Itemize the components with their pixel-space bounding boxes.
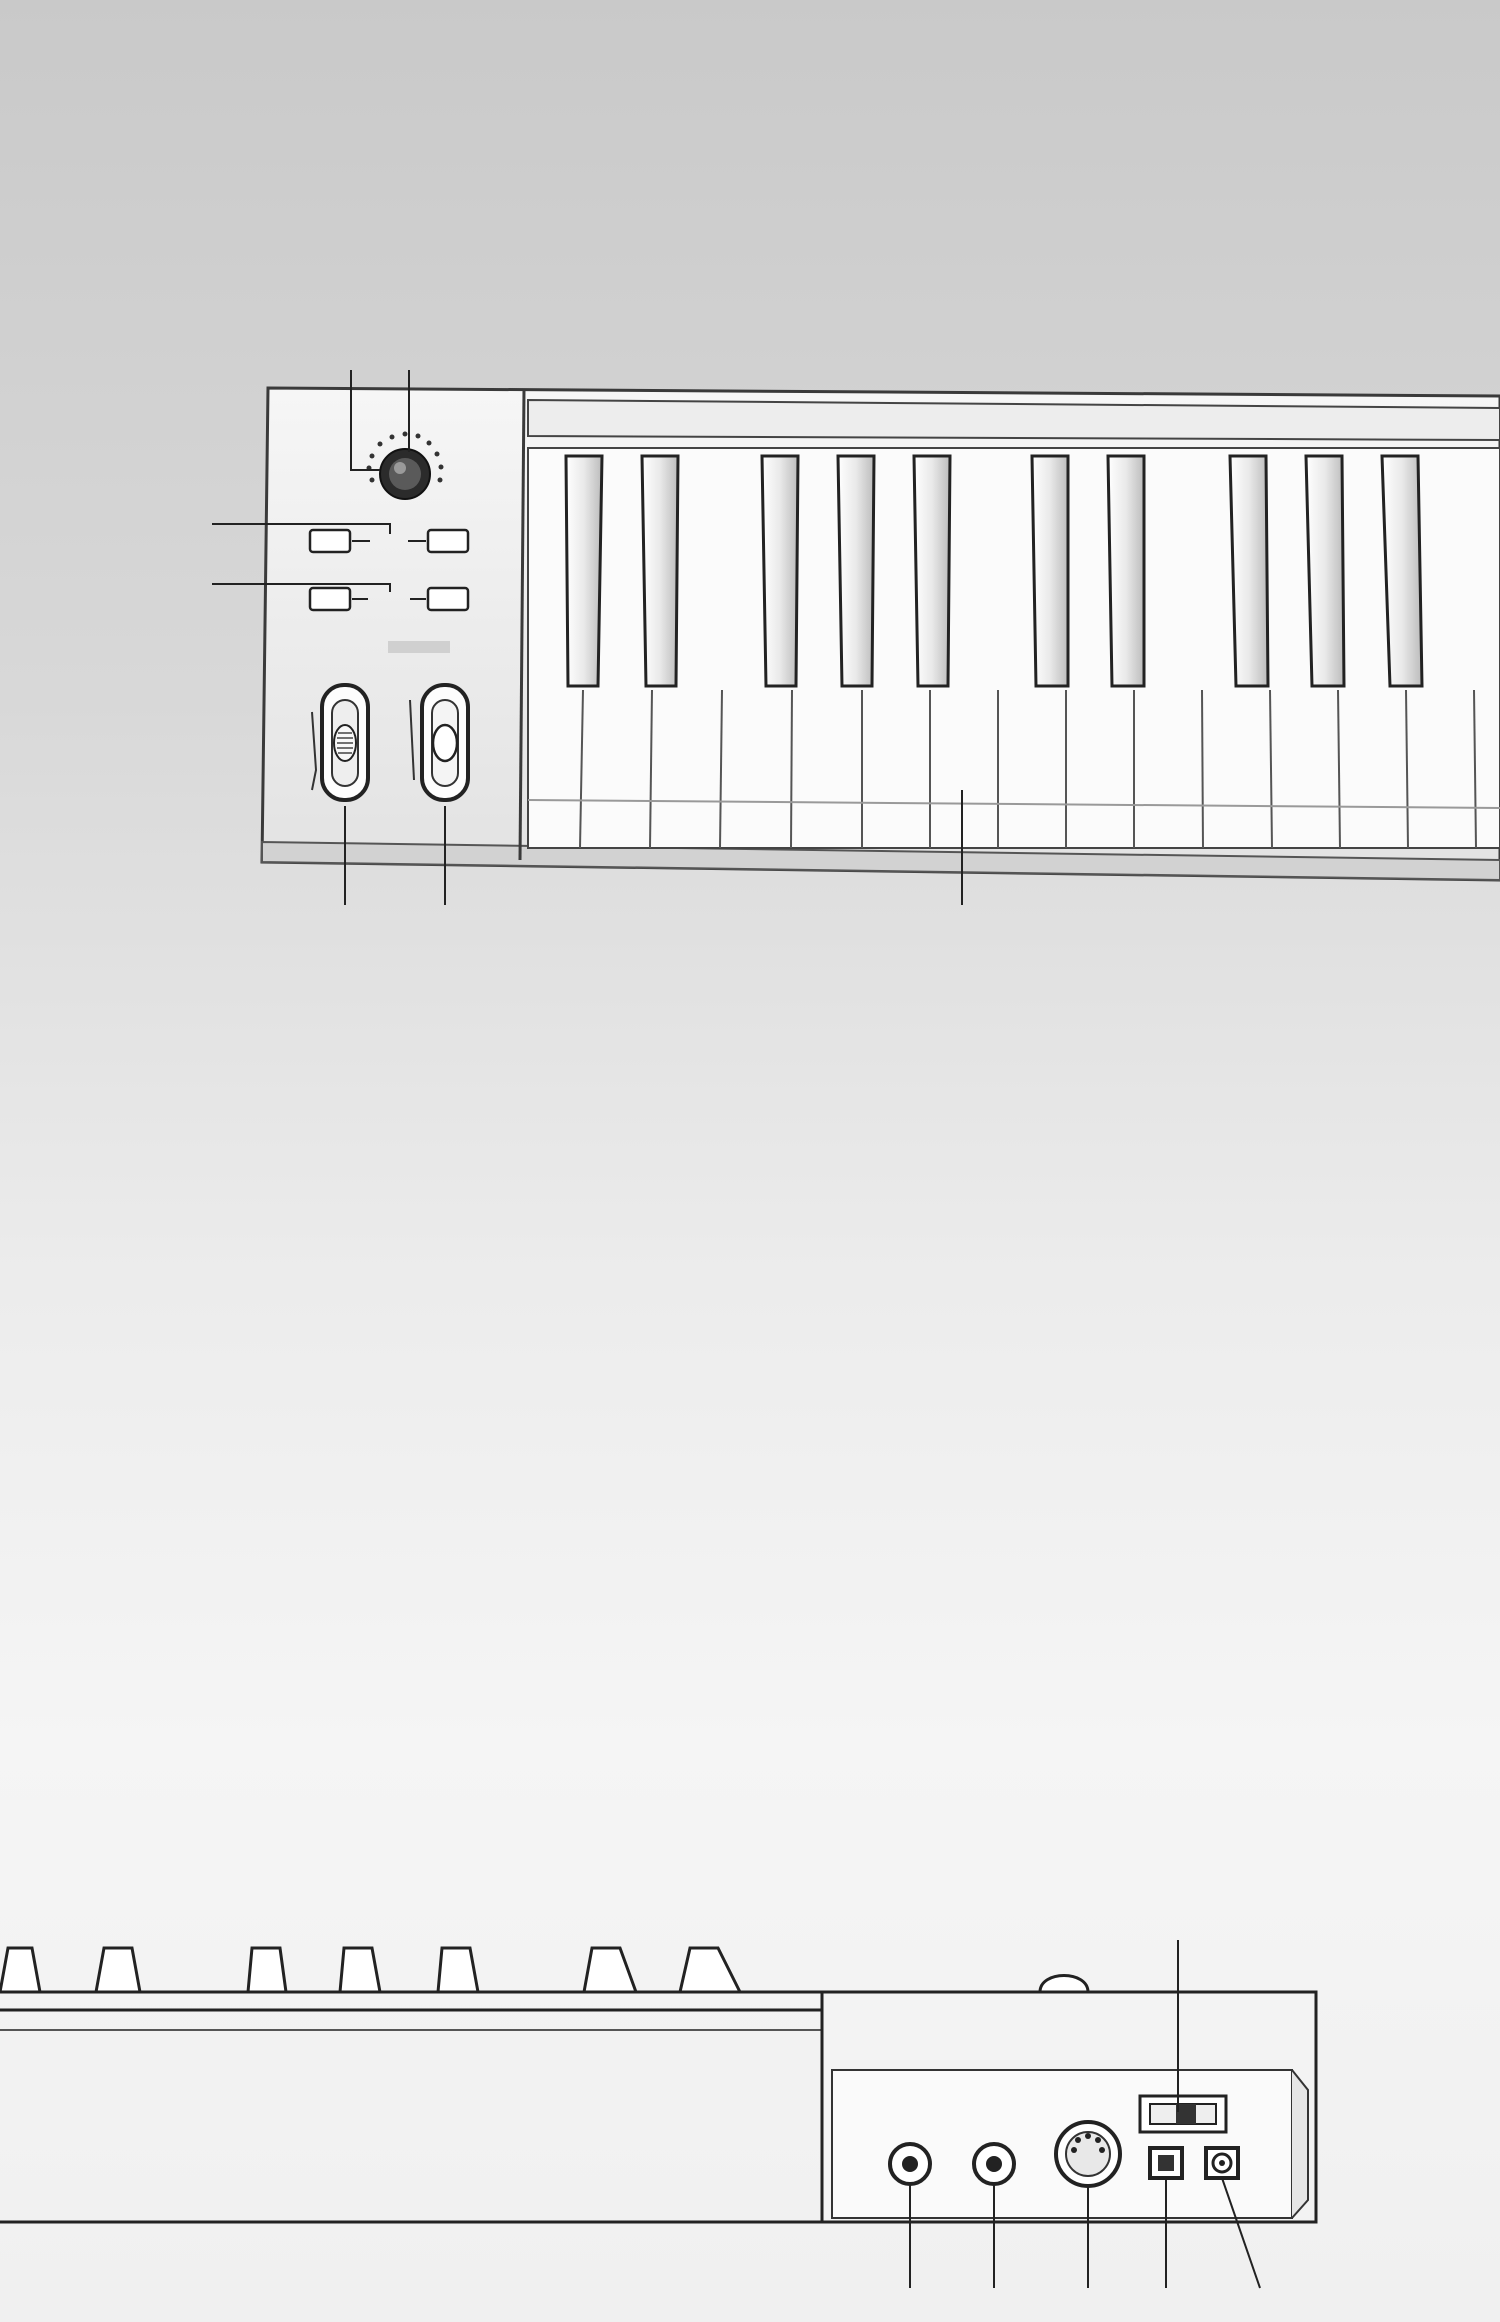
feature-item — [124, 1589, 1384, 1642]
feature-item — [124, 1695, 1384, 1748]
feature-description — [124, 1430, 1384, 1483]
feature-description — [124, 1536, 1384, 1589]
dc-power-jack[interactable] — [1206, 2148, 1238, 2178]
rear-body — [0, 1992, 1316, 2222]
power-switch[interactable] — [1140, 2096, 1226, 2132]
expr-jack[interactable] — [890, 2144, 930, 2184]
rear-key-tops — [0, 1948, 740, 1992]
encoder-knob[interactable] — [380, 449, 430, 499]
feature-description — [124, 1748, 1384, 1801]
midi-out-port[interactable] — [1056, 2122, 1120, 2186]
feature-list — [124, 1006, 1384, 1801]
sus-jack[interactable] — [974, 2144, 1014, 2184]
feature-description — [124, 1218, 1384, 1271]
feature-item — [124, 1377, 1384, 1430]
feature-item — [124, 1006, 1384, 1059]
feature-item — [124, 1483, 1384, 1536]
feature-description — [124, 1324, 1384, 1377]
feature-item — [124, 1271, 1384, 1324]
top-panel-diagram — [0, 0, 1500, 960]
rear-panel-diagram — [0, 1900, 1500, 2320]
feature-item — [124, 1059, 1384, 1112]
usb-port[interactable] — [1150, 2148, 1182, 2178]
feature-description — [124, 1642, 1384, 1695]
feature-description — [124, 1165, 1384, 1218]
feature-description — [124, 1112, 1384, 1165]
